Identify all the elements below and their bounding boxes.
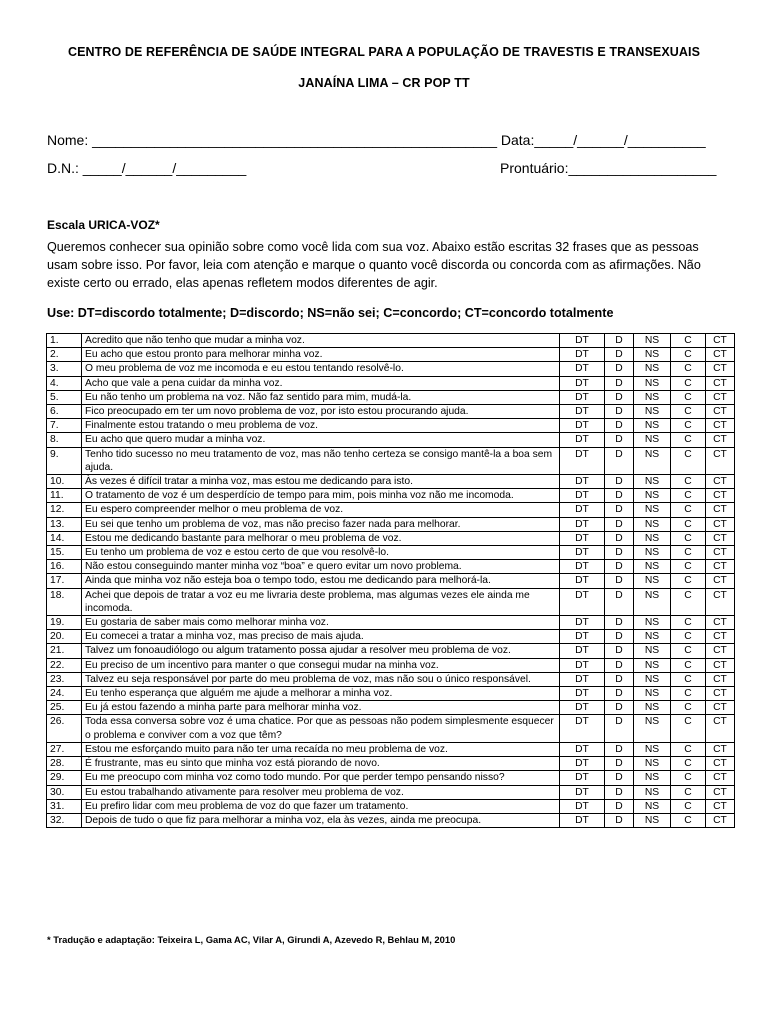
item-number: 15. [47,546,82,560]
option-d[interactable]: D [605,701,634,715]
option-dt[interactable]: DT [560,813,605,827]
item-number: 30. [47,785,82,799]
option-dt[interactable]: DT [560,475,605,489]
item-number: 5. [47,390,82,404]
option-ct[interactable]: CT [706,419,735,433]
item-statement: Fico preocupado em ter um novo problema de voz, por isto estou procurando ajuda. [82,405,560,419]
scale-table [46,333,735,828]
table-row [47,588,735,615]
option-dt[interactable]: DT [560,560,605,574]
option-dt[interactable]: DT [560,405,605,419]
table-row [47,616,735,630]
option-dt[interactable]: DT [560,362,605,376]
option-ns[interactable]: NS [634,687,671,701]
option-c[interactable]: C [671,489,706,503]
item-number: 19. [47,616,82,630]
option-ns[interactable]: NS [634,376,671,390]
option-dt[interactable]: DT [560,588,605,615]
option-c[interactable]: C [671,771,706,785]
option-ct[interactable]: CT [706,687,735,701]
option-ns[interactable]: NS [634,785,671,799]
option-c[interactable]: C [671,348,706,362]
option-c[interactable]: C [671,588,706,615]
option-ct[interactable]: CT [706,362,735,376]
item-number: 11. [47,489,82,503]
table-row [47,546,735,560]
option-ct[interactable]: CT [706,588,735,615]
option-ns[interactable]: NS [634,531,671,545]
option-dt[interactable]: DT [560,517,605,531]
option-c[interactable]: C [671,546,706,560]
option-ns[interactable]: NS [634,334,671,348]
option-ct[interactable]: CT [706,771,735,785]
option-ct[interactable]: CT [706,757,735,771]
option-d[interactable]: D [605,362,634,376]
item-statement: Às vezes é difícil tratar a minha voz, mas estou me dedicando para isto. [82,475,560,489]
table-row [47,644,735,658]
option-ct[interactable]: CT [706,475,735,489]
item-number: 1. [47,334,82,348]
option-d[interactable]: D [605,630,634,644]
option-c[interactable]: C [671,799,706,813]
table-row [47,799,735,813]
table-row [47,447,735,474]
option-ns[interactable]: NS [634,390,671,404]
option-dt[interactable]: DT [560,672,605,686]
answer-legend: Use: DT=discordo totalmente; D=discordo; NS=não sei; C=concordo; CT=concordo totalmente [47,306,614,320]
name-date-field[interactable]: Nome: ____________________________________________________ Data:_____/______/__________ [47,132,706,148]
table-row [47,785,735,799]
option-ns[interactable]: NS [634,419,671,433]
item-statement: Eu prefiro lidar com meu problema de voz do que fazer um tratamento. [82,799,560,813]
table-row [47,771,735,785]
item-number: 7. [47,419,82,433]
item-statement: Depois de tudo o que fiz para melhorar a minha voz, ela às vezes, ainda me preocupa. [82,813,560,827]
option-ns[interactable]: NS [634,644,671,658]
option-d[interactable]: D [605,799,634,813]
option-c[interactable]: C [671,475,706,489]
option-dt[interactable]: DT [560,757,605,771]
option-c[interactable]: C [671,687,706,701]
item-statement: Eu espero compreender melhor o meu problema de voz. [82,503,560,517]
item-number: 26. [47,715,82,742]
option-ns[interactable]: NS [634,348,671,362]
option-ns[interactable]: NS [634,475,671,489]
option-dt[interactable]: DT [560,334,605,348]
table-row [47,560,735,574]
table-row [47,701,735,715]
option-ct[interactable]: CT [706,799,735,813]
table-row [47,742,735,756]
option-ns[interactable]: NS [634,588,671,615]
option-d[interactable]: D [605,433,634,447]
option-ns[interactable]: NS [634,503,671,517]
item-statement: Eu acho que quero mudar a minha voz. [82,433,560,447]
item-statement: O meu problema de voz me incomoda e eu estou tentando resolvê-lo. [82,362,560,376]
option-c[interactable]: C [671,517,706,531]
option-ct[interactable]: CT [706,546,735,560]
item-statement: Acho que vale a pena cuidar da minha voz. [82,376,560,390]
option-ns[interactable]: NS [634,715,671,742]
option-c[interactable]: C [671,644,706,658]
option-d[interactable]: D [605,771,634,785]
table-row [47,489,735,503]
option-c[interactable]: C [671,715,706,742]
option-dt[interactable]: DT [560,785,605,799]
option-dt[interactable]: DT [560,701,605,715]
option-ct[interactable]: CT [706,405,735,419]
table-row [47,687,735,701]
item-statement: Eu me preocupo com minha voz como todo mundo. Por que perder tempo pensando nisso? [82,771,560,785]
option-ns[interactable]: NS [634,405,671,419]
option-ct[interactable]: CT [706,503,735,517]
option-dt[interactable]: DT [560,799,605,813]
option-c[interactable]: C [671,419,706,433]
option-d[interactable]: D [605,687,634,701]
table-row [47,574,735,588]
option-ct[interactable]: CT [706,672,735,686]
option-dt[interactable]: DT [560,616,605,630]
table-row [47,348,735,362]
option-c[interactable]: C [671,560,706,574]
table-row [47,376,735,390]
option-dt[interactable]: DT [560,531,605,545]
option-dt[interactable]: DT [560,742,605,756]
option-ct[interactable]: CT [706,658,735,672]
option-c[interactable]: C [671,757,706,771]
option-ns[interactable]: NS [634,517,671,531]
item-number: 14. [47,531,82,545]
item-statement: Eu tenho um problema de voz e estou certo de que vou resolvê-lo. [82,546,560,560]
item-number: 23. [47,672,82,686]
option-ct[interactable]: CT [706,785,735,799]
option-ns[interactable]: NS [634,362,671,376]
item-number: 24. [47,687,82,701]
item-statement: Eu preciso de um incentivo para manter o que consegui mudar na minha voz. [82,658,560,672]
item-number: 12. [47,503,82,517]
item-number: 28. [47,757,82,771]
record-number-field[interactable]: Prontuário:___________________ [500,160,717,176]
table-row [47,757,735,771]
option-ns[interactable]: NS [634,630,671,644]
option-ns[interactable]: NS [634,799,671,813]
translation-footnote: * Tradução e adaptação: Teixeira L, Gama AC, Vilar A, Girundi A, Azevedo R, Behlau M, 2010 [47,934,456,945]
option-c[interactable]: C [671,785,706,799]
option-ct[interactable]: CT [706,390,735,404]
table-row [47,813,735,827]
option-dt[interactable]: DT [560,348,605,362]
option-ct[interactable]: CT [706,630,735,644]
item-statement: Eu comecei a tratar a minha voz, mas preciso de mais ajuda. [82,630,560,644]
option-d[interactable]: D [605,475,634,489]
option-dt[interactable]: DT [560,489,605,503]
option-ct[interactable]: CT [706,644,735,658]
option-ns[interactable]: NS [634,742,671,756]
item-statement: É frustrante, mas eu sinto que minha voz está piorando de novo. [82,757,560,771]
option-c[interactable]: C [671,362,706,376]
option-c[interactable]: C [671,574,706,588]
institution-header: CENTRO DE REFERÊNCIA DE SAÚDE INTEGRAL PARA A POPULAÇÃO DE TRAVESTIS E TRANSEXUAIS [67,45,701,59]
option-dt[interactable]: DT [560,715,605,742]
option-ns[interactable]: NS [634,433,671,447]
option-ct[interactable]: CT [706,489,735,503]
table-row [47,405,735,419]
item-number: 2. [47,348,82,362]
option-dt[interactable]: DT [560,390,605,404]
option-ct[interactable]: CT [706,447,735,474]
option-ns[interactable]: NS [634,546,671,560]
option-d[interactable]: D [605,517,634,531]
item-statement: Toda essa conversa sobre voz é uma chatice. Por que as pessoas não podem simplesmente esquecer o problema e conviver com a voz que têm? [82,715,560,742]
option-ct[interactable]: CT [706,376,735,390]
table-row [47,362,735,376]
option-ns[interactable]: NS [634,771,671,785]
option-dt[interactable]: DT [560,503,605,517]
option-dt[interactable]: DT [560,376,605,390]
option-ct[interactable]: CT [706,531,735,545]
option-ct[interactable]: CT [706,334,735,348]
item-statement: Eu já estou fazendo a minha parte para melhorar minha voz. [82,701,560,715]
item-statement: Talvez um fonoaudiólogo ou algum tratamento possa ajudar a resolver meu problema de voz. [82,644,560,658]
option-dt[interactable]: DT [560,433,605,447]
option-ct[interactable]: CT [706,560,735,574]
option-c[interactable]: C [671,531,706,545]
option-d[interactable]: D [605,715,634,742]
option-c[interactable]: C [671,616,706,630]
option-ns[interactable]: NS [634,560,671,574]
option-ns[interactable]: NS [634,701,671,715]
option-ns[interactable]: NS [634,672,671,686]
table-row [47,475,735,489]
option-d[interactable]: D [605,531,634,545]
option-dt[interactable]: DT [560,644,605,658]
item-number: 8. [47,433,82,447]
table-row [47,630,735,644]
scale-title: Escala URICA-VOZ* [47,218,160,232]
table-row [47,334,735,348]
item-statement: Acredito que não tenho que mudar a minha voz. [82,334,560,348]
option-d[interactable]: D [605,560,634,574]
item-statement: Talvez eu seja responsável por parte do meu problema de voz, mas não sou o único responsável. [82,672,560,686]
table-row [47,390,735,404]
item-number: 18. [47,588,82,615]
item-number: 21. [47,644,82,658]
item-number: 32. [47,813,82,827]
item-number: 27. [47,742,82,756]
item-number: 10. [47,475,82,489]
option-ns[interactable]: NS [634,757,671,771]
table-row [47,672,735,686]
item-number: 31. [47,799,82,813]
option-d[interactable]: D [605,574,634,588]
option-ct[interactable]: CT [706,616,735,630]
option-d[interactable]: D [605,616,634,630]
birth-date-field[interactable]: D.N.: _____/______/_________ [47,160,247,176]
option-ct[interactable]: CT [706,433,735,447]
instructions-paragraph: Queremos conhecer sua opinião sobre como você lida com sua voz. Abaixo estão escritas 32 frases que as pessoas usam sobre isso. Por favor, leia com atenção e marque o quanto você discorda ou concorda com as afirmações. Não existe certo ou errado, elas apenas refletem modos diferentes de agir. [47,240,701,290]
option-ns[interactable]: NS [634,658,671,672]
item-number: 25. [47,701,82,715]
item-number: 29. [47,771,82,785]
option-ct[interactable]: CT [706,813,735,827]
option-c[interactable]: C [671,701,706,715]
option-d[interactable]: D [605,405,634,419]
item-statement: Não estou conseguindo manter minha voz “boa” e quero evitar um novo problema. [82,560,560,574]
option-c[interactable]: C [671,405,706,419]
option-dt[interactable]: DT [560,630,605,644]
option-c[interactable]: C [671,447,706,474]
option-dt[interactable]: DT [560,447,605,474]
option-d[interactable]: D [605,376,634,390]
item-number: 16. [47,560,82,574]
option-dt[interactable]: DT [560,687,605,701]
option-c[interactable]: C [671,334,706,348]
option-ns[interactable]: NS [634,447,671,474]
option-d[interactable]: D [605,334,634,348]
table-row [47,503,735,517]
table-row [47,658,735,672]
item-number: 4. [47,376,82,390]
option-ns[interactable]: NS [634,616,671,630]
option-d[interactable]: D [605,546,634,560]
option-dt[interactable]: DT [560,419,605,433]
table-row [47,433,735,447]
table-row [47,531,735,545]
option-d[interactable]: D [605,348,634,362]
item-statement: Tenho tido sucesso no meu tratamento de voz, mas não tenho certeza se consigo mantê-la a boa sem ajuda. [82,447,560,474]
option-d[interactable]: D [605,489,634,503]
option-ns[interactable]: NS [634,489,671,503]
option-d[interactable]: D [605,588,634,615]
item-statement: Eu estou trabalhando ativamente para resolver meu problema de voz. [82,785,560,799]
unit-header: JANAÍNA LIMA – CR POP TT [298,76,470,90]
option-c[interactable]: C [671,672,706,686]
item-statement: Eu gostaria de saber mais como melhorar minha voz. [82,616,560,630]
item-statement: Eu acho que estou pronto para melhorar minha voz. [82,348,560,362]
item-statement: Ainda que minha voz não esteja boa o tempo todo, estou me dedicando para melhorá-la. [82,574,560,588]
option-ct[interactable]: CT [706,701,735,715]
table-row [47,419,735,433]
option-dt[interactable]: DT [560,658,605,672]
option-dt[interactable]: DT [560,546,605,560]
option-c[interactable]: C [671,376,706,390]
option-d[interactable]: D [605,390,634,404]
option-ct[interactable]: CT [706,348,735,362]
item-statement: Estou me dedicando bastante para melhorar o meu problema de voz. [82,531,560,545]
option-c[interactable]: C [671,630,706,644]
option-d[interactable]: D [605,419,634,433]
item-statement: Eu não tenho um problema na voz. Não faz sentido para mim, mudá-la. [82,390,560,404]
item-statement: Eu sei que tenho um problema de voz, mas não preciso fazer nada para melhorar. [82,517,560,531]
option-c[interactable]: C [671,742,706,756]
item-statement: O tratamento de voz é um desperdício de tempo para mim, pois minha voz não me incomoda. [82,489,560,503]
option-c[interactable]: C [671,390,706,404]
option-d[interactable]: D [605,658,634,672]
item-number: 13. [47,517,82,531]
item-number: 22. [47,658,82,672]
option-d[interactable]: D [605,447,634,474]
option-d[interactable]: D [605,672,634,686]
item-number: 3. [47,362,82,376]
option-d[interactable]: D [605,503,634,517]
item-statement: Estou me esforçando muito para não ter uma recaída no meu problema de voz. [82,742,560,756]
item-number: 20. [47,630,82,644]
option-c[interactable]: C [671,503,706,517]
option-ct[interactable]: CT [706,715,735,742]
item-number: 6. [47,405,82,419]
table-row [47,715,735,742]
option-c[interactable]: C [671,433,706,447]
option-d[interactable]: D [605,813,634,827]
item-statement: Achei que depois de tratar a voz eu me livraria deste problema, mas algumas vezes ele ainda me incomoda. [82,588,560,615]
option-c[interactable]: C [671,813,706,827]
table-row [47,517,735,531]
option-ns[interactable]: NS [634,574,671,588]
option-d[interactable]: D [605,785,634,799]
option-ct[interactable]: CT [706,574,735,588]
option-ct[interactable]: CT [706,742,735,756]
option-ct[interactable]: CT [706,517,735,531]
item-number: 9. [47,447,82,474]
option-d[interactable]: D [605,644,634,658]
option-d[interactable]: D [605,757,634,771]
option-dt[interactable]: DT [560,574,605,588]
option-d[interactable]: D [605,742,634,756]
option-ns[interactable]: NS [634,813,671,827]
option-c[interactable]: C [671,658,706,672]
item-number: 17. [47,574,82,588]
item-statement: Eu tenho esperança que alguém me ajude a melhorar a minha voz. [82,687,560,701]
item-statement: Finalmente estou tratando o meu problema de voz. [82,419,560,433]
option-dt[interactable]: DT [560,771,605,785]
